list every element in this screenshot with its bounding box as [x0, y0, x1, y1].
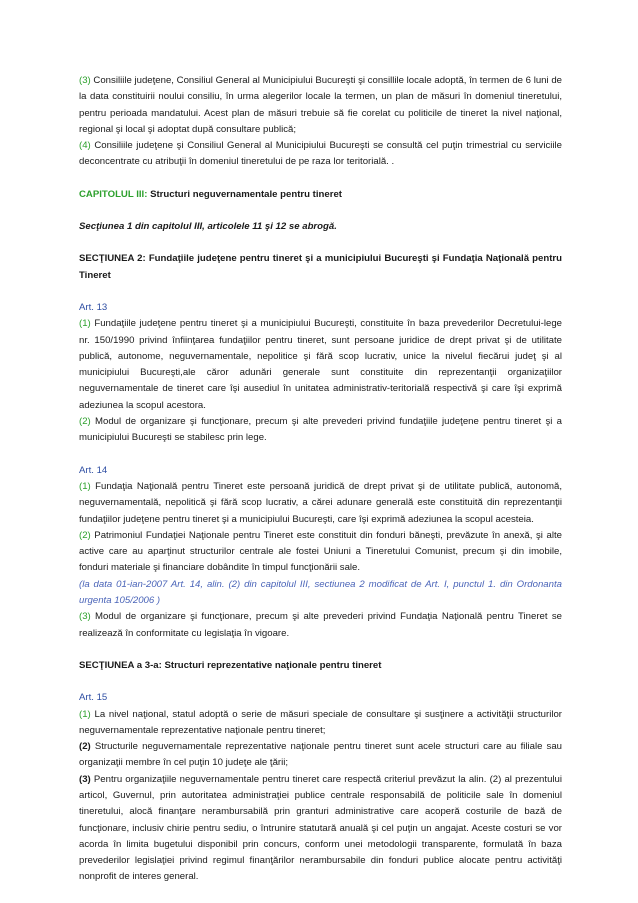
section-heading: SECŢIUNEA a 3-a: Structuri reprezentative naţionale pentru tineret	[79, 659, 382, 671]
spacer	[79, 674, 562, 690]
paragraph	[79, 707, 562, 740]
paragraph-text: Consiliile judeţene, Consiliul General al Municipiului Bucureşti şi consillile locale adoptă, în termen de 6 luni de la data constituirii noului consiliu, în urma alegerilor locale la termen, un plan de măsuri în domeniul tineretului, pentru perioada mandatului. Acest plan de măsuri trebuie să fie corelat cu politicile de tineret la nivel naţional, regional şi local şi adoptat după consultare publică;	[79, 75, 562, 135]
spacer	[79, 235, 562, 251]
paragraph-text: Consiliile judeţene şi Consiliul General al Municipiului Bucureşti se consultă cel puţin trimestrial cu serviciile deconcentrate cu atribuţii în domeniul tineretului de pe raza lor teritorială. .	[79, 140, 562, 168]
article-heading: Art. 15	[79, 692, 108, 704]
paragraph	[79, 609, 562, 642]
paragraph	[79, 479, 562, 528]
section-heading: SECŢIUNEA 2: Fundaţiile judeţene pentru tineret şi a municipiului Bucureşti şi Fundaţia Naţională pentru Tineret	[79, 253, 562, 281]
chapter-label: CAPITOLUL III:	[79, 188, 148, 200]
paragraph-text: Patrimoniul Fundaţiei Naţionale pentru Tineret este constituit din fonduri băneşti, prevăzute în anexă, şi alte active care au aparţinut structurilor centrale ale fostei Uniuni a Tineretului Comunist, precum şi din imobile, fonduri materiale şi financiare dobândite în timpul funcţionării sale.	[79, 529, 562, 574]
paragraph-number: (1)	[79, 708, 91, 720]
paragraph	[79, 316, 562, 414]
spacer	[79, 447, 562, 463]
paragraph-number: (3)	[79, 75, 91, 86]
paragraph	[79, 73, 562, 138]
paragraph-number: (1)	[79, 318, 91, 330]
paragraph-number: (3)	[79, 611, 91, 623]
paragraph-text: Structurile neguvernamentale reprezentative naţionale pentru tineret sunt acele structuri care au filiale sau organizaţii membre în cel puţin 10 judeţe ale ţării;	[79, 741, 562, 769]
spacer	[79, 171, 562, 187]
article-heading: Art. 14	[79, 464, 108, 476]
paragraph	[79, 414, 562, 447]
paragraph-number: (2)	[79, 741, 91, 753]
article-heading: Art. 13	[79, 301, 108, 313]
paragraph-text: La nivel naţional, statul adoptă o serie de măsuri speciale de consultare şi susţinere a activităţii structurilor neguvernamentale reprezentative naţionale pentru tineret;	[79, 708, 562, 736]
paragraph-number: (2)	[79, 529, 91, 541]
repeal-notice: Secţiunea 1 din capitolul III, articolele 11 şi 12 se abrogă.	[79, 221, 337, 233]
paragraph-number: (1)	[79, 480, 91, 492]
paragraph-text: Fundaţia Naţională pentru Tineret este persoană juridică de drept privat şi de utilitate publică, autonomă, neguvernamentală, nepolitică şi fără scop lucrativ, a cărei adunare generală este constituită din reprezentanţii fundaţiilor judeţene pentru tineret şi a municipiului Bucureşti, care îşi exprimă adeziunea la scopul acesteia.	[79, 480, 562, 525]
chapter-heading	[79, 187, 562, 203]
paragraph-number: (2)	[79, 416, 91, 428]
spacer	[79, 203, 562, 219]
chapter-title: Structuri neguvernamentale pentru tineret	[147, 188, 342, 200]
paragraph-number: (4)	[79, 140, 91, 152]
paragraph	[79, 528, 562, 577]
paragraph-text: Modul de organizare şi funcţionare, precum şi alte prevederi privind fundaţiile judeţene pentru tineret şi a municipiului Bucureşti se stabilesc prin lege.	[79, 416, 562, 444]
paragraph-text: Pentru organizaţiile neguvernamentale pentru tineret care respectă criteriul prevăzut la alin. (2) al prezentului articol, Guvernul, prin autoritatea administraţiei publice centrale responsabilă de politicile sale în domeniul tineretului, alocă finanţare nerambursabilă prin granturi administrative care acoperă costurile de bază de funcţionare, inclusiv chirie pentru sediu, o întrunire statutară anuală şi cel puţin un angajat. Aceste costuri se vor acorda în limita bugetului disponibil prin concurs, conform unei metodologii transparente, formulată în baza prevederilor legislaţiei privind regimul finanţărilor nerambursabile din fonduri publice alocate pentru activităţi nonprofit de interes general.	[79, 773, 562, 883]
spacer	[79, 642, 562, 658]
paragraph	[79, 772, 562, 886]
paragraph	[79, 739, 562, 772]
amendment-note: (la data 01-ian-2007 Art. 14, alin. (2) din capitolul III, sectiunea 2 modificat de Art. I, punctul 1. din Ordonanta urgenta 105/2006 )	[79, 578, 562, 607]
document-page	[79, 73, 562, 886]
spacer	[79, 284, 562, 300]
paragraph-text: Fundaţiile judeţene pentru tineret şi a municipiului Bucureşti, constituite în baza prevederilor Decretului-lege nr. 150/1990 privind înfiinţarea fundaţiilor pentru tineret, sunt persoane juridice de drept privat şi de utilitate publică, autonome, neguvernamentale, nepolitice şi fără scop lucrativ, unice la nivelul fiecărui judeţ şi al municipiului Bucureşti,ale căror adunări generale sunt constituite din reprezentanţii organizaţiilor neguvernamentale de tineret care îşi ausediul în unitatea administrativ-teritorială respectivă şi care îşi exprimă adeziunea la scopul acestora.	[79, 318, 562, 411]
paragraph	[79, 138, 562, 171]
paragraph-text: Modul de organizare şi funcţionare, precum şi alte prevederi privind Fundaţia Naţională pentru Tineret se realizează în conformitate cu legislaţia în vigoare.	[79, 611, 562, 639]
paragraph-number: (3)	[79, 773, 91, 785]
